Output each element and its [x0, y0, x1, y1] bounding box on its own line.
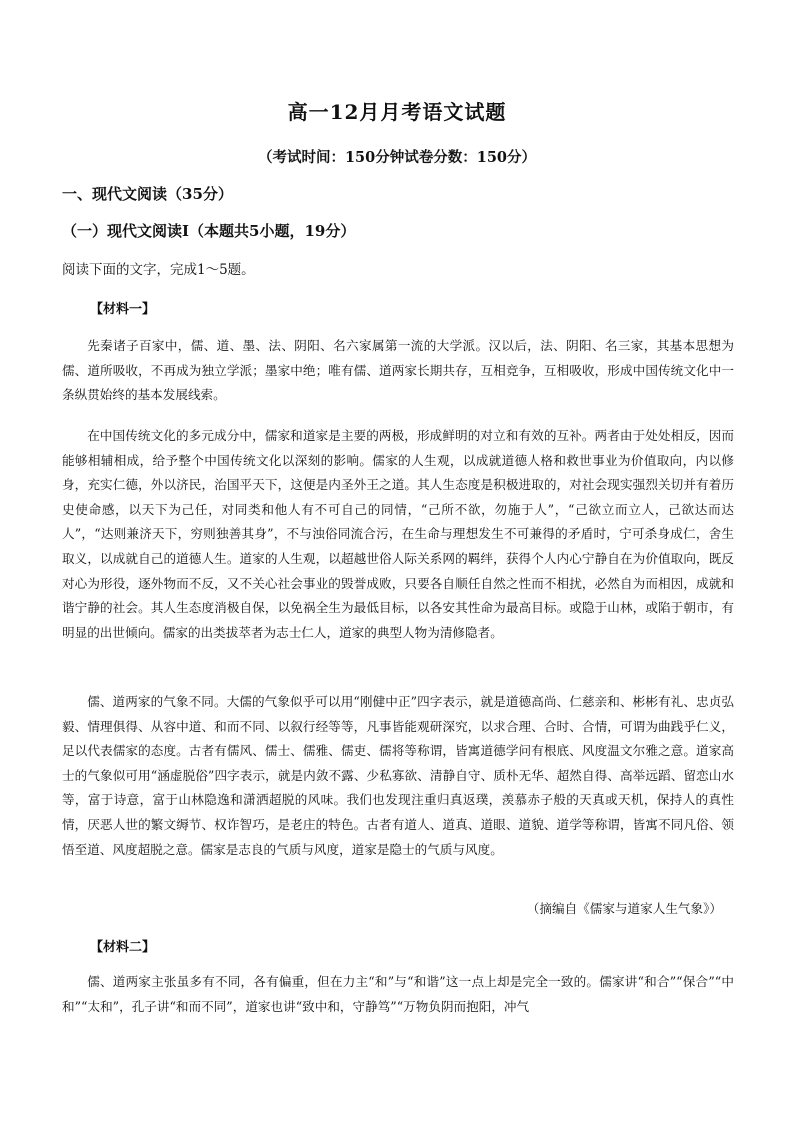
material-one-paragraph-3: 儒、道两家的气象不同。大儒的气象似乎可以用“刚健中正”四字表示，就是道德高尚、仁慈亲和、彬彬有礼、忠贞弘毅、情理俱得、从容中道、和而不同、以叙行经等等，凡事皆能观研深究，以求合理、合时、合情，可谓为曲践乎仁义，足以代表儒家的态度。古者有儒风、儒士、儒雅、儒吏、儒将等称谓，皆寓道德学问有根底、风度温文尔雅之意。道家高士的气象似可用“涵虚脱俗”四字表示，就是内敛不露、少私寡欲、清静自守、质朴无华、超然自得、高举远蹈、留恋山水等，富于诗意，富于山林隐逸和潇洒超脱的风味。我们也发现注重归真返璞，羡慕赤子般的天真或天机，保持人的真性情，厌恶人世的繁文缛节、权诈智巧，是老庄的特色。古者有道人、道真、道眼、道貌、道学等称谓，皆寓不同凡俗、领悟至道、风度超脱之意。儒家是志良的气质与风度，道家是隐士的气质与风度。	[62, 694, 734, 857]
material-one-label: 【材料一】	[90, 302, 156, 317]
instruction-text: 阅读下面的文字，完成1～5题。	[62, 262, 255, 278]
source-citation: （摘编自《儒家与道家人生气象》）	[526, 901, 722, 916]
subsection-heading: （一）现代文阅读Ⅰ（本题共5小题，19分）	[62, 222, 356, 240]
exam-info: （考试时间：150分钟试卷分数：150分）	[257, 149, 537, 166]
section-heading: 一、现代文阅读（35分）	[62, 185, 233, 203]
material-one-paragraph-2: 在中国传统文化的多元成分中，儒家和道家是主要的两极，形成鲜明的对立和有效的互补。两者由于处处相反，因而能够相辅相成，给予整个中国传统文化以深刻的影响。儒家的人生观，以成就道德人格和救世事业为价值取向，内以修身，充实仁德，外以济民，治国平天下，这便是内圣外王之道。其人生态度是积极进取的，对社会现实强烈关切并有着历史使命感，以天下为己任，对同类和他人有不可自己的同情，“己所不欲，勿施于人”，“己欲立而立人，己欲达而达人”，“达则兼济天下，穷则独善其身”，不与浊俗同流合污，在生命与理想发生不可兼得的矛盾时，宁可杀身成仁，舍生取义，以成就自己的道德人生。道家的人生观，以超越世俗人际关系网的羁绊，获得个人内心宁静自在为价值取向，既反对心为形役，逐外物而不反，又不关心社会事业的毁誉成败，只要各自顺任自然之性而不相扰，必然自为而相因，成就和谐宁静的社会。其人生态度消极自保，以免祸全生为最低目标，以各安其性命为最高目标。或隐于山林，或陷于朝市，有明显的出世倾向。儒家的出类拔萃者为志士仁人，道家的典型人物为清修隐者。	[62, 428, 734, 640]
material-two-label: 【材料二】	[90, 940, 156, 955]
material-two-paragraph-1: 儒、道两家主张虽多有不同，各有偏重，但在力主“和”与“和谐”这一点上却是完全一致的。儒家讲“和合”“保合”“中和”“太和”，孔子讲“和而不同”，道家也讲“致中和，守静笃”“万物负阴而抱阳，冲气	[62, 974, 734, 1014]
material-one-paragraph-1: 先秦诸子百家中，儒、道、墨、法、阴阳、名六家属第一流的大学派。汉以后，法、阴阳、名三家，其基本思想为儒、道所吸收，不再成为独立学派；墨家中绝；唯有儒、道两家长期共存，互相竞争，互相吸收，形成中国传统文化中一条纵贯始终的基本发展线索。	[62, 338, 734, 403]
page-title: 高一12月月考语文试题	[287, 100, 507, 124]
